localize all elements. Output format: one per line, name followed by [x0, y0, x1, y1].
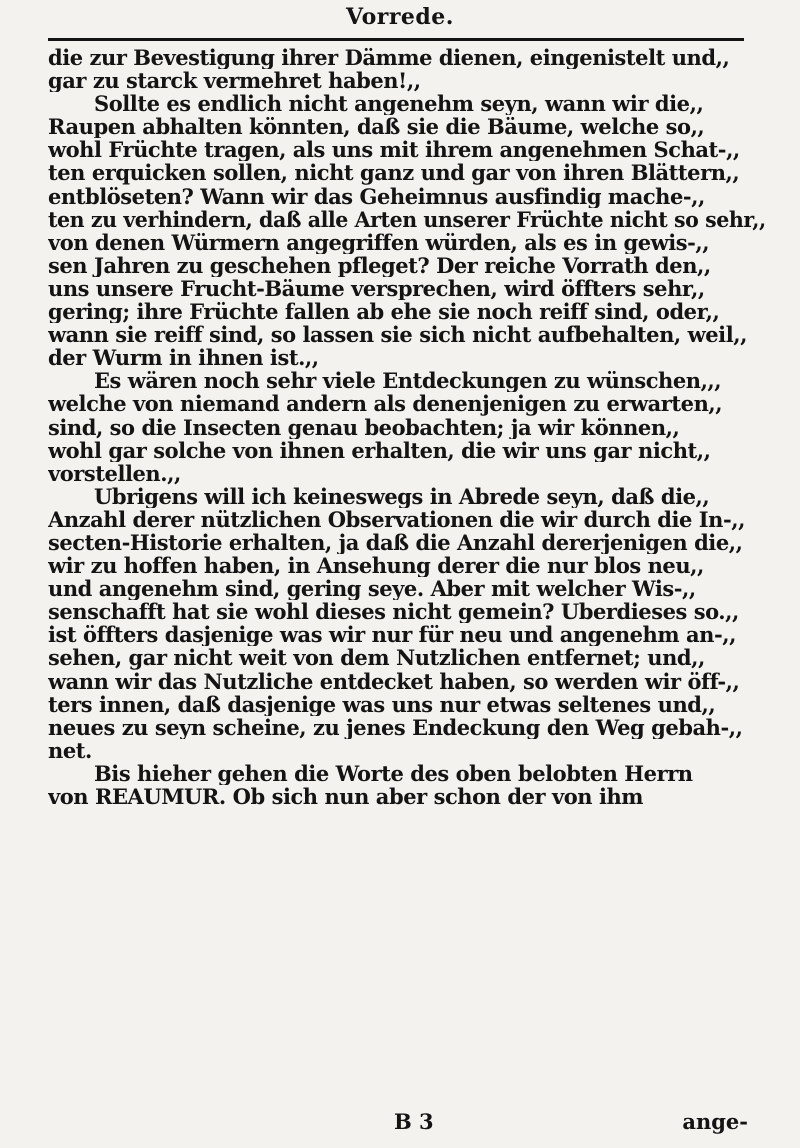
text-line: von denen Würmern angegriffen würden, als es in gewis-,, — [48, 230, 710, 254]
text-line: Raupen abhalten könnten, daß sie die Bäume, welche so,, — [48, 115, 705, 139]
text-line: secten-Historie erhalten, ja daß die Anzahl dererjenigen die,, — [48, 530, 743, 555]
text-line: ten zu verhindern, daß alle Arten unserer Früchte nicht so sehr,, — [48, 207, 766, 231]
text-line: ten erquicken sollen, nicht ganz und gar von ihren Blättern,, — [48, 161, 740, 185]
page-footer — [48, 1108, 748, 1136]
text-line: sen Jahren zu geschehen pfleget? Der reiche Vorrath den,, — [48, 253, 711, 277]
text-line: entblöseten? Wann wir das Geheimnus ausfindig mache-,, — [48, 184, 705, 208]
text-line: Sollte es endlich nicht angenehm seyn, wann wir die,, — [94, 92, 704, 116]
text-line: die zur Bevestigung ihrer Dämme dienen, eingenistelt und,, — [48, 46, 730, 70]
text-line: gering; ihre Früchte fallen ab ehe sie noch reiff sind, oder,, — [48, 300, 720, 324]
text-line: Ubrigens will ich keineswegs in Abrede seyn, daß die,, — [94, 484, 710, 508]
text-line: welche von niemand andern als denenjenigen zu erwarten,, — [48, 392, 723, 416]
text-line: vorstellen.,, — [48, 461, 181, 485]
text-line: wohl Früchte tragen, als uns mit ihrem angenehmen Schat-,, — [48, 138, 740, 162]
text-line: uns unsere Frucht-Bäume versprechen, wird öffters sehr,, — [48, 276, 705, 301]
text-line: ist öffters dasjenige was wir nur für neu und angenehm an-,, — [48, 623, 736, 647]
text-line: wann sie reiff sind, so lassen sie sich nicht aufbehalten, weil,, — [48, 323, 747, 347]
text-line: Anzahl derer nützlichen Observationen die wir durch die In-,, — [48, 507, 745, 531]
catchword: ange- — [682, 1109, 748, 1134]
text-line: und angenehm sind, gering seye. Aber mit welcher Wis-,, — [48, 577, 696, 601]
text-line: neues zu seyn scheine, zu jenes Endeckung den Weg gebah-,, — [48, 715, 743, 739]
text-line: sehen, gar nicht weit von dem Nutzlichen entfernet; und,, — [48, 646, 705, 670]
text-line: wir zu hoffen haben, in Ansehung derer die nur blos neu,, — [48, 554, 704, 578]
body-text — [48, 46, 766, 808]
text-line: net. — [48, 738, 92, 762]
running-head: Vorrede. — [346, 4, 454, 30]
text-line: sind, so die Insecten genau beobachten; ja wir können,, — [48, 415, 680, 439]
text-line: ters innen, daß dasjenige was uns nur etwas seltenes und,, — [48, 692, 716, 716]
text-line: Es wären noch sehr viele Entdeckungen zu wünschen,,, — [94, 369, 722, 393]
text-line: der Wurm in ihnen ist.,, — [48, 346, 319, 370]
text-line: senschafft hat sie wohl dieses nicht gemein? Uberdieses so.,, — [48, 600, 739, 624]
text-line: Bis hieher gehen die Worte des oben belobten Herrn — [94, 761, 693, 785]
header-rule — [48, 38, 744, 41]
signature-mark: B 3 — [394, 1109, 434, 1134]
text-line: gar zu starck vermehret haben!,, — [48, 69, 421, 93]
text-line: von REAUMUR. Ob sich nun aber schon der von ihm — [48, 785, 644, 809]
text-line: wohl gar solche von ihnen erhalten, die wir uns gar nicht,, — [48, 438, 711, 462]
text-line: wann wir das Nutzliche entdecket haben, so werden wir öff-,, — [48, 669, 740, 693]
